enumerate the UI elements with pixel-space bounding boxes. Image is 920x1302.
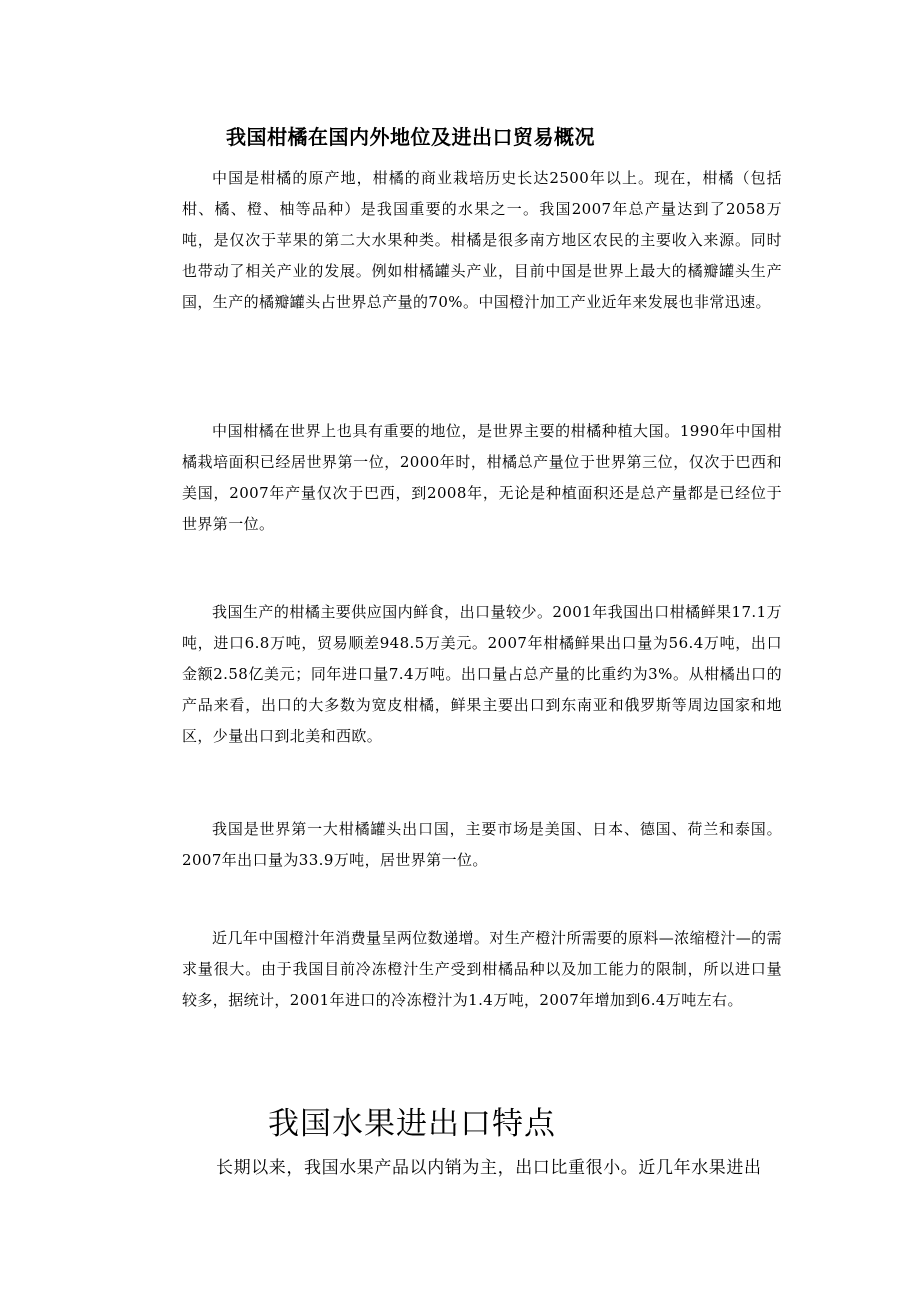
paragraph-orange-juice: 近几年中国橙汁年消费量呈两位数递增。对生产橙汁所需要的原料—浓缩橙汁—的需求量很大。由于我国目前冷冻橙汁生产受到柑橘品种以及加工能力的限制，所以进口量较多，据统计，2001年进口的冷冻橙汁为1.4万吨，2007年增加到6.4万吨左右。: [182, 929, 782, 1009]
paragraph-origin: 中国是柑橘的原产地，柑橘的商业栽培历史长达2500年以上。现在，柑橘（包括柑、橘、橙、柚等品种）是我国重要的水果之一。我国2007年总产量达到了2058万吨，是仅次于苹果的第二大水果种类。柑橘是很多南方地区农民的主要收入来源。同时也带动了相关产业的发展。例如柑橘罐头产业，目前中国是世界上最大的橘瓣罐头生产国，生产的橘瓣罐头占世界总产量的70%。中国橙汁加工产业近年来发展也非常迅速。: [182, 169, 782, 311]
paragraph-world-status: 中国柑橘在世界上也具有重要的地位，是世界主要的柑橘种植大国。1990年中国柑橘栽培面积已经居世界第一位，2000年时，柑橘总产量位于世界第三位，仅次于巴西和美国，2007年产量仅次于巴西，到2008年，无论是种植面积还是总产量都是已经位于世界第一位。: [182, 422, 782, 533]
section-paragraph: 长期以来，我国水果产品以内销为主，出口比重很小。近几年水果进出: [216, 1158, 762, 1178]
paragraph-canned-exports: 我国是世界第一大柑橘罐头出口国，主要市场是美国、日本、德国、荷兰和泰国。2007年出口量为33.9万吨，居世界第一位。: [182, 820, 782, 869]
section-title: 我国水果进出口特点: [268, 1106, 556, 1142]
paragraph-fresh-fruit-trade: 我国生产的柑橘主要供应国内鲜食，出口量较少。2001年我国出口柑橘鲜果17.1万吨，进口6.8万吨，贸易顺差948.5万美元。2007年柑橘鲜果出口量为56.4万吨，出口金额2.58亿美元；同年进口量7.4万吨。出口量占总产量的比重约为3%。从柑橘出口的产品来看，出口的大多数为宽皮柑橘，鲜果主要出口到东南亚和俄罗斯等周边国家和地区，少量出口到北美和西欧。: [182, 603, 782, 745]
document-title: 我国柑橘在国内外地位及进出口贸易概况: [226, 125, 595, 149]
